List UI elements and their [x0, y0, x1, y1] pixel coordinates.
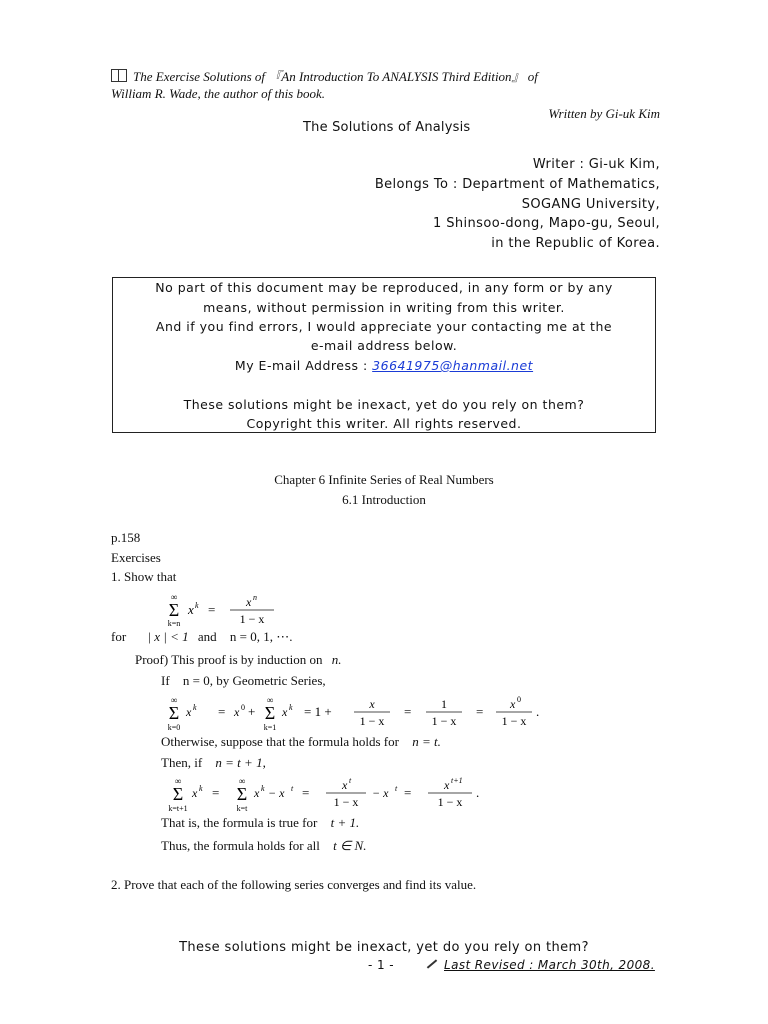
- eq2-term-1: x: [186, 705, 192, 719]
- and-word: and: [197, 629, 217, 644]
- otherwise-text: Otherwise, suppose that the formula holds for: [161, 734, 399, 749]
- if-n0-rest: n = 0, by Geometric Series,: [182, 673, 326, 688]
- that-is-text: That is, the formula is true for: [161, 815, 318, 830]
- eq2-frac3-numerator-exp: 0: [517, 695, 521, 704]
- eq2-frac2-denominator: 1 − x: [431, 714, 457, 728]
- exercise-2-statement: 2. Prove that each of the following series converges and find its value.: [111, 877, 477, 892]
- eq3-sigma-2: Σ: [236, 784, 248, 804]
- written-by: Written by Gi-uk Kim: [548, 106, 660, 121]
- otherwise-line: [161, 734, 441, 750]
- eq2-term-2: x: [282, 705, 288, 719]
- last-revised: [426, 958, 655, 972]
- eq3-frac1-denominator: 1 − x: [333, 795, 359, 809]
- eq2-frac2-numerator: 1: [441, 697, 447, 711]
- eq3-minus-2-exp: t: [395, 784, 398, 793]
- equation-3: [162, 773, 502, 815]
- eq1-sigma: Σ: [168, 600, 180, 620]
- eq3-minus-exp: t: [291, 784, 294, 793]
- eq1-term-exp: k: [195, 601, 199, 610]
- eq2-sum1-bottom: k=0: [167, 723, 181, 732]
- header-line-1: [111, 66, 538, 85]
- page-reference: p.158: [111, 530, 141, 545]
- eq2-plus: +: [248, 704, 256, 719]
- header-title-text: The Exercise Solutions of 『An Introduction To ANALYSIS Third Edition』 of: [133, 69, 538, 84]
- eq2-equals-a: =: [218, 704, 226, 719]
- eq3-sum2-top: ∞: [238, 776, 246, 786]
- eq2-sigma-2: Σ: [264, 703, 276, 723]
- eq2-equals-b: = 1 +: [304, 704, 332, 719]
- eq3-term-1-exp: k: [199, 784, 203, 793]
- notice-line-6: These solutions might be inexact, yet do you rely on them?: [183, 397, 585, 412]
- eq3-minus-xt-2: − x: [372, 786, 389, 800]
- eq3-term-1: x: [192, 786, 198, 800]
- equation-1: [160, 588, 300, 630]
- notice-line-1: No part of this document may be reproduced, in any form or by any: [155, 280, 613, 295]
- proof-text: Proof) This proof is by induction on: [135, 652, 323, 667]
- eq3-frac1-numerator-exp: t: [349, 776, 352, 785]
- abs-condition: | x | < 1: [147, 629, 189, 644]
- eq1-equals: =: [208, 602, 216, 617]
- that-is-line: [161, 815, 359, 831]
- eq2-x0: x: [234, 705, 240, 719]
- eq2-term-2-exp: k: [289, 703, 293, 712]
- eq3-frac2-denominator: 1 − x: [437, 795, 463, 809]
- eq3-frac2-numerator-exp: t+1: [451, 776, 463, 785]
- eq1-sum-bottom: k=n: [167, 619, 181, 628]
- writer-line: Writer : Gi-uk Kim,: [532, 157, 660, 172]
- thus-line: [161, 838, 366, 854]
- n-values: n = 0, 1, ⋯.: [229, 629, 293, 644]
- email-link[interactable]: 36641975@hanmail.net: [372, 358, 534, 373]
- pen-icon: [427, 959, 437, 968]
- eq3-term-2-exp: k: [261, 784, 265, 793]
- book-icon: [111, 69, 127, 82]
- eq3-sum1-bottom: k=t+1: [168, 804, 188, 813]
- notice-line-2: means, without permission in writing from this writer.: [203, 300, 565, 315]
- if-word: If: [161, 673, 170, 688]
- eq3-equals-a: =: [212, 785, 220, 800]
- header-line-2: William R. Wade, the author of this book.: [111, 86, 326, 101]
- eq3-frac2-numerator: x: [444, 778, 450, 792]
- for-line: [111, 629, 293, 645]
- eq1-numerator-exp: n: [253, 593, 257, 602]
- proof-line: [135, 652, 342, 668]
- notice-line-7: Copyright this writer. All rights reserved.: [246, 416, 522, 431]
- last-revised-text: Last Revised : March 30th, 2008.: [444, 958, 655, 972]
- if-n0-line: [161, 673, 326, 689]
- address-line: 1 Shinsoo-dong, Mapo-gu, Seoul,: [433, 216, 660, 231]
- then-line: [161, 755, 266, 771]
- thus-text: Thus, the formula holds for all: [161, 838, 320, 853]
- page-title: The Solutions of Analysis: [303, 120, 471, 135]
- eq3-sum1-top: ∞: [174, 776, 182, 786]
- email-line: [113, 358, 655, 373]
- eq3-frac1-numerator: x: [342, 778, 348, 792]
- eq2-frac1-denominator: 1 − x: [359, 714, 385, 728]
- belongs-line: Belongs To : Department of Mathematics,: [374, 177, 660, 192]
- eq3-minus-xt: − x: [268, 786, 285, 800]
- thus-condition: t ∈ N.: [333, 838, 367, 853]
- proof-variable: n.: [331, 652, 342, 667]
- eq2-period: .: [536, 704, 540, 719]
- copyright-notice-box: [112, 277, 656, 433]
- eq1-numerator: x: [246, 595, 252, 609]
- equation-2: [160, 692, 560, 734]
- eq1-term: x: [188, 602, 194, 617]
- email-label: My E-mail Address :: [234, 358, 373, 373]
- then-text: Then, if: [161, 755, 203, 770]
- eq3-equals-c: =: [404, 785, 412, 800]
- eq2-frac3-denominator: 1 − x: [501, 714, 527, 728]
- eq3-term-2: x: [254, 786, 260, 800]
- eq3-equals-b: =: [302, 785, 310, 800]
- eq2-x0-exp: 0: [241, 703, 245, 712]
- section-title: 6.1 Introduction: [342, 492, 426, 507]
- otherwise-condition: n = t.: [412, 734, 441, 749]
- eq2-sum2-top: ∞: [266, 695, 274, 705]
- eq1-denominator: 1 − x: [239, 612, 265, 626]
- eq1-sum-top: ∞: [170, 592, 178, 602]
- notice-line-4: e-mail address below.: [310, 338, 458, 353]
- for-label: for: [111, 629, 127, 644]
- chapter-title: Chapter 6 Infinite Series of Real Numbers: [274, 472, 494, 487]
- eq3-sigma-1: Σ: [172, 784, 184, 804]
- eq2-sum1-top: ∞: [170, 695, 178, 705]
- eq2-frac3-numerator: x: [510, 697, 516, 711]
- eq2-sum2-bottom: k=1: [263, 723, 277, 732]
- eq3-sum2-bottom: k=t: [236, 804, 248, 813]
- country-line: in the Republic of Korea.: [491, 236, 660, 251]
- eq2-equals-d: =: [476, 704, 484, 719]
- that-is-condition: t + 1.: [330, 815, 360, 830]
- page-number: - 1 -: [368, 958, 394, 972]
- eq2-equals-c: =: [404, 704, 412, 719]
- university-line: SOGANG University,: [521, 197, 660, 212]
- eq2-term-1-exp: k: [193, 703, 197, 712]
- exercise-1-statement: 1. Show that: [111, 569, 177, 584]
- eq3-period: .: [476, 785, 480, 800]
- eq2-sigma-1: Σ: [168, 703, 180, 723]
- eq2-frac1-numerator: x: [369, 697, 375, 711]
- then-condition: n = t + 1,: [215, 755, 266, 770]
- notice-line-3: And if you find errors, I would appreciate your contacting me at the: [155, 319, 613, 334]
- footer-disclaimer: These solutions might be inexact, yet do you rely on them?: [179, 940, 589, 955]
- exercises-heading: Exercises: [111, 550, 161, 565]
